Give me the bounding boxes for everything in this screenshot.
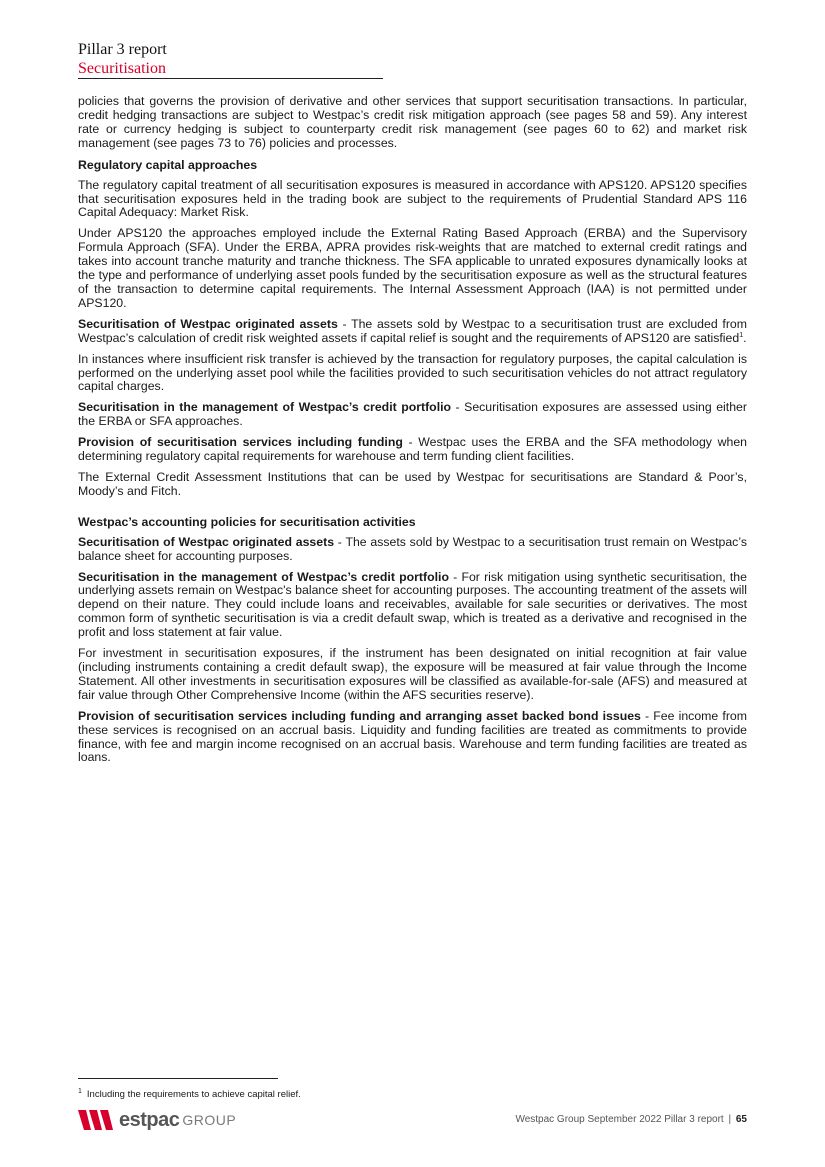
text-provision-services: - Westpac uses the ERBA and the SFA methodology when determining regulatory capital requirements for warehouse and term funding client facilities.: [78, 435, 748, 464]
paragraph-insufficient-transfer: In instances where insufficient risk transfer is achieved by the transaction for regulatory purposes, the capital calculation is performed on the underlying asset pool while the facilities provided to such securitisation vehicles do not attract regulatory capital charges.: [78, 351, 747, 394]
heading-regulatory-capital: Regulatory capital approaches: [78, 157, 258, 172]
paragraph-provision-services: [78, 436, 747, 464]
lead-provision-services: Provision of securitisation services including funding: [78, 435, 403, 450]
footer-doc-label: Westpac Group September 2022 Pillar 3 report: [515, 1114, 724, 1125]
footer-separator: |: [728, 1114, 732, 1125]
paragraph-credit-portfolio: [78, 401, 747, 429]
logo-wordmark: estpac: [119, 1108, 180, 1131]
text-credit-portfolio: - Securitisation exposures are assessed using either the ERBA or SFA approaches.: [78, 400, 747, 429]
lead-acc-provision: Provision of securitisation services including funding and arranging asset backed bond issues: [78, 708, 641, 723]
lead-originated-assets: Securitisation of Westpac originated assets: [78, 316, 338, 331]
lead-acc-originated: Securitisation of Westpac originated assets: [78, 534, 335, 549]
heading-accounting-policies: Westpac’s accounting policies for securitisation activities: [78, 514, 416, 529]
lead-credit-portfolio: Securitisation in the management of Westpac’s credit portfolio: [78, 400, 452, 415]
paragraph-acc-originated: [78, 536, 747, 564]
paragraph-investment: For investment in securitisation exposures, if the instrument has been designated on initial recognition at fair value (including instruments containing a credit default swap), the exposure will be measured at fair value through the Income Statement. All other investments in securitisation exposures will be classified as available-for-sale (AFS) and measured at fair value through Other Comprehensive Income (within the AFS securities reserve).: [78, 646, 747, 702]
lead-acc-credit-portfolio: Securitisation in the management of Westpac’s credit portfolio: [78, 569, 449, 584]
header-rule: [78, 78, 383, 79]
footer-label: [515, 1114, 747, 1125]
logo-group-text: GROUP: [182, 1112, 237, 1128]
text-originated-end: .: [743, 330, 747, 345]
paragraph-aps120: The regulatory capital treatment of all securitisation exposures is measured in accordance with APS120. APS120 specifies that securitisation exposures held in the trading book are subject to the requirements of Prudential Standard APS 116 Capital Adequacy: Market Risk.: [78, 177, 747, 220]
text-acc-provision: - Fee income from these services is recognised on an accrual basis. Liquidity and funding facilities are treated as commitments to provide finance, with fee and margin income recognised on an accrual basis. Warehouse and term funding facilities are treated as loans.: [78, 708, 747, 765]
report-title: Pillar 3 report: [78, 41, 167, 58]
westpac-w-mark-icon: [78, 1110, 118, 1130]
page-header: [78, 40, 383, 79]
footnote: [78, 1086, 301, 1101]
page-footer: [78, 1108, 747, 1138]
main-content: [78, 95, 747, 772]
footnote-ref: 1: [739, 331, 744, 339]
section-title: Securitisation: [78, 60, 166, 77]
paragraph-acc-provision: [78, 710, 747, 766]
text-originated-assets: - The assets sold by Westpac to a securitisation trust are excluded from Westpac’s calculation of credit risk weighted assets if capital relief is sought and the requirements of APS120 are satisfied: [78, 316, 747, 345]
footnote-text: Including the requirements to achieve capital relief.: [86, 1089, 301, 1101]
paragraph-erba-sfa: Under APS120 the approaches employed include the External Rating Based Approach (ERBA) and the Supervisory Formula Approach (SFA). Under the ERBA, APRA provides risk-weights that are matched to external credit ratings and takes into account tranche maturity and tranche thickness. The SFA applicable to unrated exposures dynamically looks at the type and performance of underlying asset pools funded by the securitisation exposure as well as the structural features of the transaction to determine capital requirements. The Internal Assessment Approach (IAA) is not permitted under APS120.: [78, 226, 747, 310]
page-number: 65: [735, 1114, 747, 1125]
text-acc-credit-portfolio: - For risk mitigation using synthetic securitisation, the underlying assets remain on Westpac's balance sheet for accounting purposes. The accounting treatment of the assets will depend on their nature. They could include loans and receivables, available for sale securities or derivatives. The most common form of synthetic securitisation is via a credit default swap, which is treated as a derivative and recognised in the profit and loss statement at fair value.: [78, 569, 747, 640]
paragraph-acc-credit-portfolio: [78, 571, 747, 641]
paragraph-originated-assets: [78, 318, 747, 346]
text-acc-originated: - The assets sold by Westpac to a securitisation trust remain on Westpac’s balance sheet for accounting purposes.: [78, 534, 747, 563]
footnote-rule: [78, 1078, 278, 1079]
westpac-logo: [78, 1108, 236, 1132]
paragraph-intro: policies that governs the provision of derivative and other services that support securitisation transactions. In particular, credit hedging transactions are subject to Westpac’s credit risk mitigation approach (see pages 58 and 59). Any interest rate or currency hedging is subject to counterparty credit risk management (see pages 60 to 62) and market risk management (see pages 73 to 76) policies and processes.: [78, 94, 747, 150]
paragraph-ecai: The External Credit Assessment Institutions that can be used by Westpac for securitisations are Standard & Poor’s, Moody’s and Fitch.: [78, 469, 747, 498]
footnote-number: 1: [78, 1088, 82, 1095]
